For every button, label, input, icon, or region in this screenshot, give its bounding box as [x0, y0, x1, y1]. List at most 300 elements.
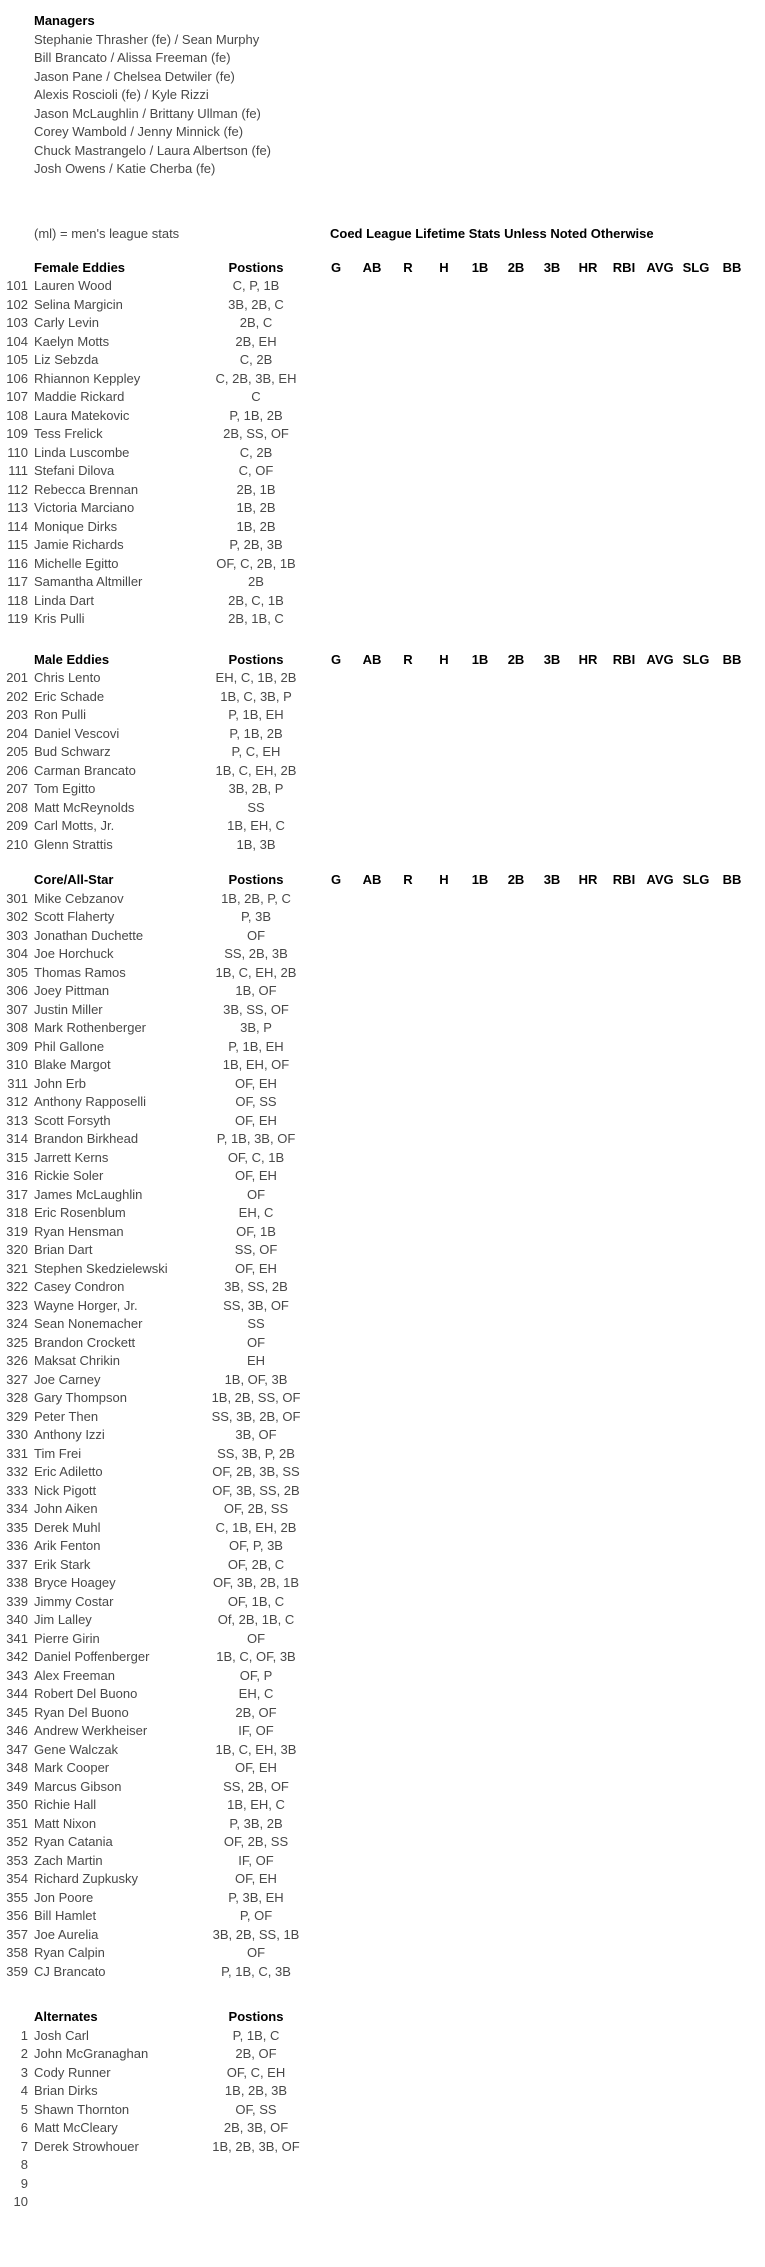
player-row [0, 1278, 765, 1297]
player-number: 116 [7, 555, 28, 571]
section-header-row [0, 259, 765, 278]
player-name: Eric Schade [34, 688, 105, 704]
player-positions: SS, 3B, P, 2B [217, 1445, 295, 1461]
player-number: 1 [20, 2027, 28, 2043]
player-name: Zach Martin [34, 1852, 103, 1868]
player-row [0, 982, 765, 1001]
player-number: 352 [6, 1834, 28, 1849]
player-name: Derek Strowhouer [34, 2138, 139, 2154]
player-name: Anthony Izzi [34, 1427, 105, 1442]
player-number: 336 [6, 1538, 28, 1553]
player-positions: SS, 3B, OF [223, 1297, 289, 1313]
player-number: 331 [6, 1445, 28, 1461]
player-positions: 2B, OF [235, 2046, 277, 2061]
player-positions: IF, OF [238, 1852, 274, 1868]
player-number: 319 [6, 1223, 28, 1239]
player-positions: OF, EH [235, 1760, 277, 1775]
player-number: 326 [6, 1353, 28, 1368]
player-row [0, 1759, 765, 1778]
player-number: 4 [20, 2083, 28, 2098]
player-name: Kaelyn Motts [34, 333, 110, 349]
player-number: 115 [7, 537, 28, 552]
player-row [0, 1741, 765, 1760]
player-number: 2 [20, 2046, 28, 2061]
player-number: 339 [6, 1593, 28, 1609]
player-positions: 3B, 2B, C [228, 296, 284, 312]
player-positions: P, 2B, 3B [229, 537, 283, 552]
player-name: Carly Levin [34, 315, 100, 330]
section-title: Male Eddies [34, 651, 110, 667]
player-name: Daniel Poffenberger [34, 1649, 150, 1664]
positions-header: Postions [228, 2009, 284, 2024]
player-positions: 1B, OF, 3B [224, 1371, 288, 1387]
stat-header-HR: HR [578, 872, 598, 887]
player-number: 344 [6, 1686, 28, 1701]
player-row [0, 1167, 765, 1186]
player-row [0, 277, 765, 296]
player-row [0, 1426, 765, 1445]
player-number: 320 [6, 1242, 28, 1257]
player-positions: 3B, SS, 2B [224, 1279, 288, 1294]
player-row [0, 444, 765, 463]
player-number: 210 [6, 836, 28, 852]
player-name: Thomas Ramos [34, 964, 126, 980]
player-name: Peter Then [34, 1408, 99, 1424]
player-positions: P, 1B, C, 3B [221, 1963, 291, 1979]
player-name: Lauren Wood [34, 278, 112, 293]
player-positions: EH, C [238, 1686, 274, 1701]
stat-header-HR: HR [578, 651, 598, 667]
player-positions: P, 3B [240, 909, 272, 924]
player-name: Carman Brancato [34, 762, 136, 778]
player-number: 345 [6, 1704, 28, 1720]
player-number: 310 [6, 1057, 28, 1072]
legend-note: (ml) = men's league stats [34, 225, 180, 241]
player-number: 337 [6, 1556, 28, 1572]
player-positions: 1B, 2B [236, 518, 276, 534]
player-positions: C, 2B [239, 352, 273, 367]
player-positions: SS, 3B, 2B, OF [211, 1408, 301, 1424]
manager-pair: Josh Owens / Katie Cherba (fe) [34, 161, 216, 176]
section-header-row [0, 651, 765, 670]
player-name: Wayne Horger, Jr. [34, 1297, 138, 1313]
player-name: John Erb [34, 1075, 87, 1091]
player-number: 328 [6, 1390, 28, 1405]
player-number: 304 [6, 946, 28, 961]
player-name: Derek Muhl [34, 1519, 101, 1535]
player-row [0, 1574, 765, 1593]
player-name: Richie Hall [34, 1797, 97, 1812]
player-number: 301 [6, 890, 28, 906]
player-row [0, 1500, 765, 1519]
player-positions: 1B, 2B [236, 500, 276, 515]
player-positions: 1B, EH, C [227, 818, 285, 833]
player-name: Maksat Chrikin [34, 1353, 120, 1368]
player-name: Scott Flaherty [34, 909, 115, 924]
player-row [0, 1389, 765, 1408]
player-row [0, 1001, 765, 1020]
player-number: 308 [6, 1020, 28, 1035]
stat-header-2B: 2B [507, 259, 525, 275]
player-number: 350 [6, 1797, 28, 1812]
player-name: Erik Stark [34, 1556, 91, 1572]
player-number: 338 [6, 1575, 28, 1590]
player-row [0, 706, 765, 725]
player-row [0, 1149, 765, 1168]
player-positions: 1B, 2B, 3B [224, 2083, 288, 2098]
stat-header-3B: 3B [543, 259, 561, 275]
player-number: 9 [20, 2175, 28, 2191]
player-number: 106 [6, 370, 28, 386]
player-number: 201 [6, 670, 28, 685]
player-number: 329 [6, 1408, 28, 1424]
stat-header-1B: 1B [471, 259, 489, 275]
player-number: 207 [6, 781, 28, 796]
player-number: 342 [6, 1649, 28, 1664]
player-row [0, 964, 765, 983]
player-positions: 3B, P [240, 1020, 272, 1035]
roster-section-alternates [0, 2008, 765, 2212]
player-positions: P, 1B, 2B [229, 407, 283, 423]
player-positions: 1B, C, OF, 3B [216, 1649, 296, 1664]
player-row [0, 2082, 765, 2101]
player-name: Victoria Marciano [34, 500, 135, 515]
player-positions: 2B, OF [235, 1704, 277, 1720]
player-positions: SS [247, 1316, 265, 1331]
player-name: Eric Adiletto [34, 1464, 103, 1479]
player-number: 355 [6, 1889, 28, 1905]
player-name: Mark Cooper [34, 1760, 110, 1775]
player-positions: OF, P [239, 1667, 273, 1683]
player-row [0, 1130, 765, 1149]
player-row [0, 518, 765, 537]
player-name: Carl Motts, Jr. [34, 818, 115, 833]
manager-pair: Alexis Roscioli (fe) / Kyle Rizzi [34, 87, 209, 102]
player-positions: OF, EH [235, 1112, 277, 1128]
player-number: 312 [6, 1094, 28, 1109]
player-row [0, 1315, 765, 1334]
player-number: 332 [6, 1464, 28, 1479]
player-name: Tess Frelick [34, 426, 103, 441]
stat-header-AVG: AVG [646, 651, 674, 667]
player-row [0, 1944, 765, 1963]
player-positions: OF, 2B, C [227, 1556, 285, 1572]
player-row [0, 1611, 765, 1630]
stats-banner: Coed League Lifetime Stats Unless Noted Otherwise [330, 225, 654, 241]
stat-header-AVG: AVG [646, 872, 674, 887]
player-name: Bill Hamlet [34, 1908, 97, 1923]
manager-pair: Corey Wambold / Jenny Minnick (fe) [34, 124, 244, 139]
player-row [0, 1334, 765, 1353]
player-name: Ryan Calpin [34, 1945, 105, 1960]
player-positions: C, 2B [239, 444, 273, 460]
positions-header: Postions [228, 651, 284, 667]
player-name: Kris Pulli [34, 611, 85, 626]
player-positions: OF [246, 1186, 266, 1202]
player-row [0, 314, 765, 333]
player-name: Mike Cebzanov [34, 890, 124, 906]
player-name: Selina Margicin [34, 296, 123, 312]
managers-section [0, 0, 765, 179]
player-row [0, 407, 765, 426]
player-name: Arik Fenton [34, 1538, 101, 1553]
player-number: 335 [6, 1519, 28, 1535]
section-title: Female Eddies [34, 259, 126, 275]
player-positions: P, 1B, EH [228, 1038, 284, 1054]
player-name: Joey Pittman [34, 983, 110, 998]
player-positions: 2B, 3B, OF [223, 2120, 289, 2135]
player-positions: C, P, 1B [232, 278, 280, 293]
player-row [0, 688, 765, 707]
player-positions: SS, OF [234, 1242, 278, 1257]
stat-header-H: H [439, 872, 449, 887]
player-number: 112 [7, 481, 28, 497]
player-positions: 3B, 2B, P [228, 781, 284, 796]
player-positions: SS, 2B, 3B [224, 946, 288, 961]
player-number: 307 [6, 1001, 28, 1017]
player-number: 358 [6, 1945, 28, 1960]
player-number: 322 [6, 1279, 28, 1294]
stat-header-AB: AB [362, 651, 382, 667]
managers-list [34, 31, 765, 179]
player-name: Samantha Altmiller [34, 574, 143, 589]
player-number: 104 [6, 333, 28, 349]
player-name: Joe Horchuck [34, 946, 114, 961]
player-positions: 3B, SS, OF [223, 1001, 289, 1017]
player-name: Brandon Birkhead [34, 1131, 139, 1146]
player-name: Jonathan Duchette [34, 927, 144, 943]
stat-header-3B: 3B [543, 872, 561, 887]
manager-pair: Chuck Mastrangelo / Laura Albertson (fe) [34, 142, 272, 158]
player-number: 359 [6, 1963, 28, 1979]
player-row [0, 1482, 765, 1501]
player-number: 302 [6, 909, 28, 924]
positions-header: Postions [228, 872, 284, 887]
player-row [0, 780, 765, 799]
player-row [0, 1593, 765, 1612]
player-row [0, 592, 765, 611]
player-positions: OF [246, 1945, 266, 1960]
player-number: 306 [6, 983, 28, 998]
player-row [0, 669, 765, 688]
player-name: Jamie Richards [34, 537, 124, 552]
player-name: Casey Condron [34, 1279, 125, 1294]
player-name: Pierre Girin [34, 1630, 100, 1646]
stat-header-RBI: RBI [612, 651, 636, 667]
player-number: 205 [6, 744, 28, 759]
player-name: Sean Nonemacher [34, 1316, 143, 1331]
player-row [0, 799, 765, 818]
player-row [0, 1852, 765, 1871]
player-number: 7 [20, 2138, 28, 2154]
player-name: CJ Brancato [34, 1963, 106, 1979]
roster-section-female-eddies [0, 259, 765, 629]
player-row [0, 1093, 765, 1112]
player-row [0, 1371, 765, 1390]
player-number: 114 [7, 518, 28, 534]
player-number: 108 [6, 407, 28, 423]
player-number: 204 [6, 725, 28, 741]
player-row [0, 1722, 765, 1741]
player-name: John Aiken [34, 1501, 98, 1516]
section-title: Alternates [34, 2009, 98, 2024]
player-row [0, 1445, 765, 1464]
player-positions: C, 1B, EH, 2B [215, 1519, 297, 1535]
player-number: 202 [6, 688, 28, 704]
player-number: 340 [6, 1612, 28, 1627]
section-title: Core/All-Star [34, 872, 114, 887]
player-row [0, 1019, 765, 1038]
player-number: 324 [6, 1316, 28, 1331]
player-row [0, 333, 765, 352]
player-number: 305 [6, 964, 28, 980]
player-positions: EH, C [238, 1205, 274, 1220]
player-number: 105 [6, 352, 28, 367]
player-positions: OF, 3B, SS, 2B [212, 1482, 300, 1498]
player-name: Justin Miller [34, 1001, 103, 1017]
player-row [0, 1519, 765, 1538]
player-row [0, 1075, 765, 1094]
player-number: 206 [6, 762, 28, 778]
legend-row [0, 225, 765, 244]
player-positions: OF, C, 2B, 1B [216, 555, 296, 571]
player-name: Rhiannon Keppley [34, 370, 141, 386]
player-number: 311 [7, 1075, 28, 1091]
player-positions: 3B, 2B, SS, 1B [212, 1926, 300, 1942]
player-name: Phil Gallone [34, 1038, 105, 1054]
player-name: Jon Poore [34, 1889, 94, 1905]
player-number: 356 [6, 1908, 28, 1923]
player-positions: EH, C, 1B, 2B [215, 670, 297, 685]
player-name: Gary Thompson [34, 1390, 127, 1405]
player-name: John McGranaghan [34, 2046, 149, 2061]
player-name: Mark Rothenberger [34, 1020, 146, 1035]
stat-header-AB: AB [362, 259, 382, 275]
player-number: 10 [13, 2194, 28, 2209]
player-row [0, 481, 765, 500]
player-positions: 1B, C, EH, 2B [215, 964, 297, 980]
stat-header-3B: 3B [543, 651, 561, 667]
player-positions: P, 3B, EH [228, 1889, 284, 1905]
player-name: Bud Schwarz [34, 744, 111, 759]
player-name: Brian Dart [34, 1242, 93, 1257]
player-name: Brandon Crockett [34, 1334, 136, 1350]
player-number: 316 [6, 1168, 28, 1183]
player-number: 109 [6, 426, 28, 441]
player-row [0, 388, 765, 407]
player-number: 348 [6, 1760, 28, 1775]
stat-header-RBI: RBI [612, 259, 636, 275]
player-positions: 2B, SS, OF [223, 426, 289, 441]
player-name: Laura Matekovic [34, 407, 130, 423]
stat-header-R: R [403, 259, 413, 275]
player-row [0, 425, 765, 444]
player-name: Ron Pulli [34, 707, 87, 722]
player-name: Jimmy Costar [34, 1593, 114, 1609]
player-positions: 1B, C, 3B, P [220, 688, 292, 704]
player-row [0, 725, 765, 744]
player-number: 354 [6, 1871, 28, 1886]
player-number: 349 [6, 1778, 28, 1794]
player-number: 5 [20, 2101, 28, 2117]
player-row [0, 836, 765, 855]
player-positions: OF, P, 3B [229, 1538, 283, 1553]
player-row [0, 762, 765, 781]
managers-title: Managers [34, 13, 95, 28]
player-number: 327 [6, 1371, 28, 1387]
player-name: Rebecca Brennan [34, 481, 139, 497]
player-positions: 1B, 2B, SS, OF [211, 1390, 301, 1405]
player-name: Ryan Hensman [34, 1223, 124, 1239]
player-positions: OF, SS [235, 2101, 277, 2117]
player-number: 314 [6, 1131, 28, 1146]
player-row [0, 2101, 765, 2120]
player-row [0, 1112, 765, 1131]
player-row [0, 1038, 765, 1057]
stat-header-HR: HR [578, 259, 598, 275]
player-positions: OF, 2B, SS [223, 1501, 289, 1516]
player-row [0, 1667, 765, 1686]
player-row [0, 1556, 765, 1575]
player-number: 118 [7, 592, 28, 608]
player-row [0, 1056, 765, 1075]
player-row [0, 2193, 765, 2212]
player-name: Linda Dart [34, 592, 94, 608]
player-row [0, 2138, 765, 2157]
player-number: 6 [20, 2120, 28, 2135]
manager-pair: Jason McLaughlin / Brittany Ullman (fe) [34, 105, 261, 121]
player-row [0, 1537, 765, 1556]
player-positions: IF, OF [238, 1723, 274, 1738]
player-number: 318 [6, 1205, 28, 1220]
player-positions: OF, SS [235, 1094, 277, 1109]
player-number: 8 [20, 2157, 28, 2172]
player-positions: OF [246, 927, 266, 943]
stat-header-1B: 1B [471, 651, 489, 667]
player-row [0, 1260, 765, 1279]
player-name: Michelle Egitto [34, 555, 119, 571]
player-name: Linda Luscombe [34, 444, 130, 460]
player-row [0, 462, 765, 481]
stat-header-2B: 2B [507, 651, 525, 667]
player-name: Richard Zupkusky [34, 1871, 139, 1886]
player-row [0, 1241, 765, 1260]
player-name: Jarrett Kerns [34, 1149, 109, 1165]
player-number: 321 [6, 1260, 28, 1276]
player-positions: P, 1B, C [232, 2027, 280, 2043]
player-positions: 1B, C, EH, 2B [215, 762, 297, 778]
player-positions: OF, 3B, 2B, 1B [213, 1575, 299, 1590]
player-row [0, 890, 765, 909]
player-number: 323 [6, 1297, 28, 1313]
player-name: Liz Sebzda [34, 352, 99, 367]
player-number: 357 [6, 1926, 28, 1942]
stat-header-RBI: RBI [612, 872, 636, 887]
manager-pair: Jason Pane / Chelsea Detwiler (fe) [34, 68, 235, 84]
player-number: 102 [6, 296, 28, 312]
player-positions: 1B, C, EH, 3B [215, 1741, 297, 1757]
player-row [0, 1630, 765, 1649]
player-positions: OF, EH [235, 1260, 277, 1276]
player-positions: 2B, C [239, 315, 273, 330]
roster-section-core-all-star [0, 871, 765, 1981]
player-row [0, 610, 765, 629]
player-positions: OF, 1B, C [227, 1593, 285, 1609]
player-row [0, 1815, 765, 1834]
player-name: Rickie Soler [34, 1168, 104, 1183]
player-number: 317 [6, 1186, 28, 1202]
player-row [0, 945, 765, 964]
